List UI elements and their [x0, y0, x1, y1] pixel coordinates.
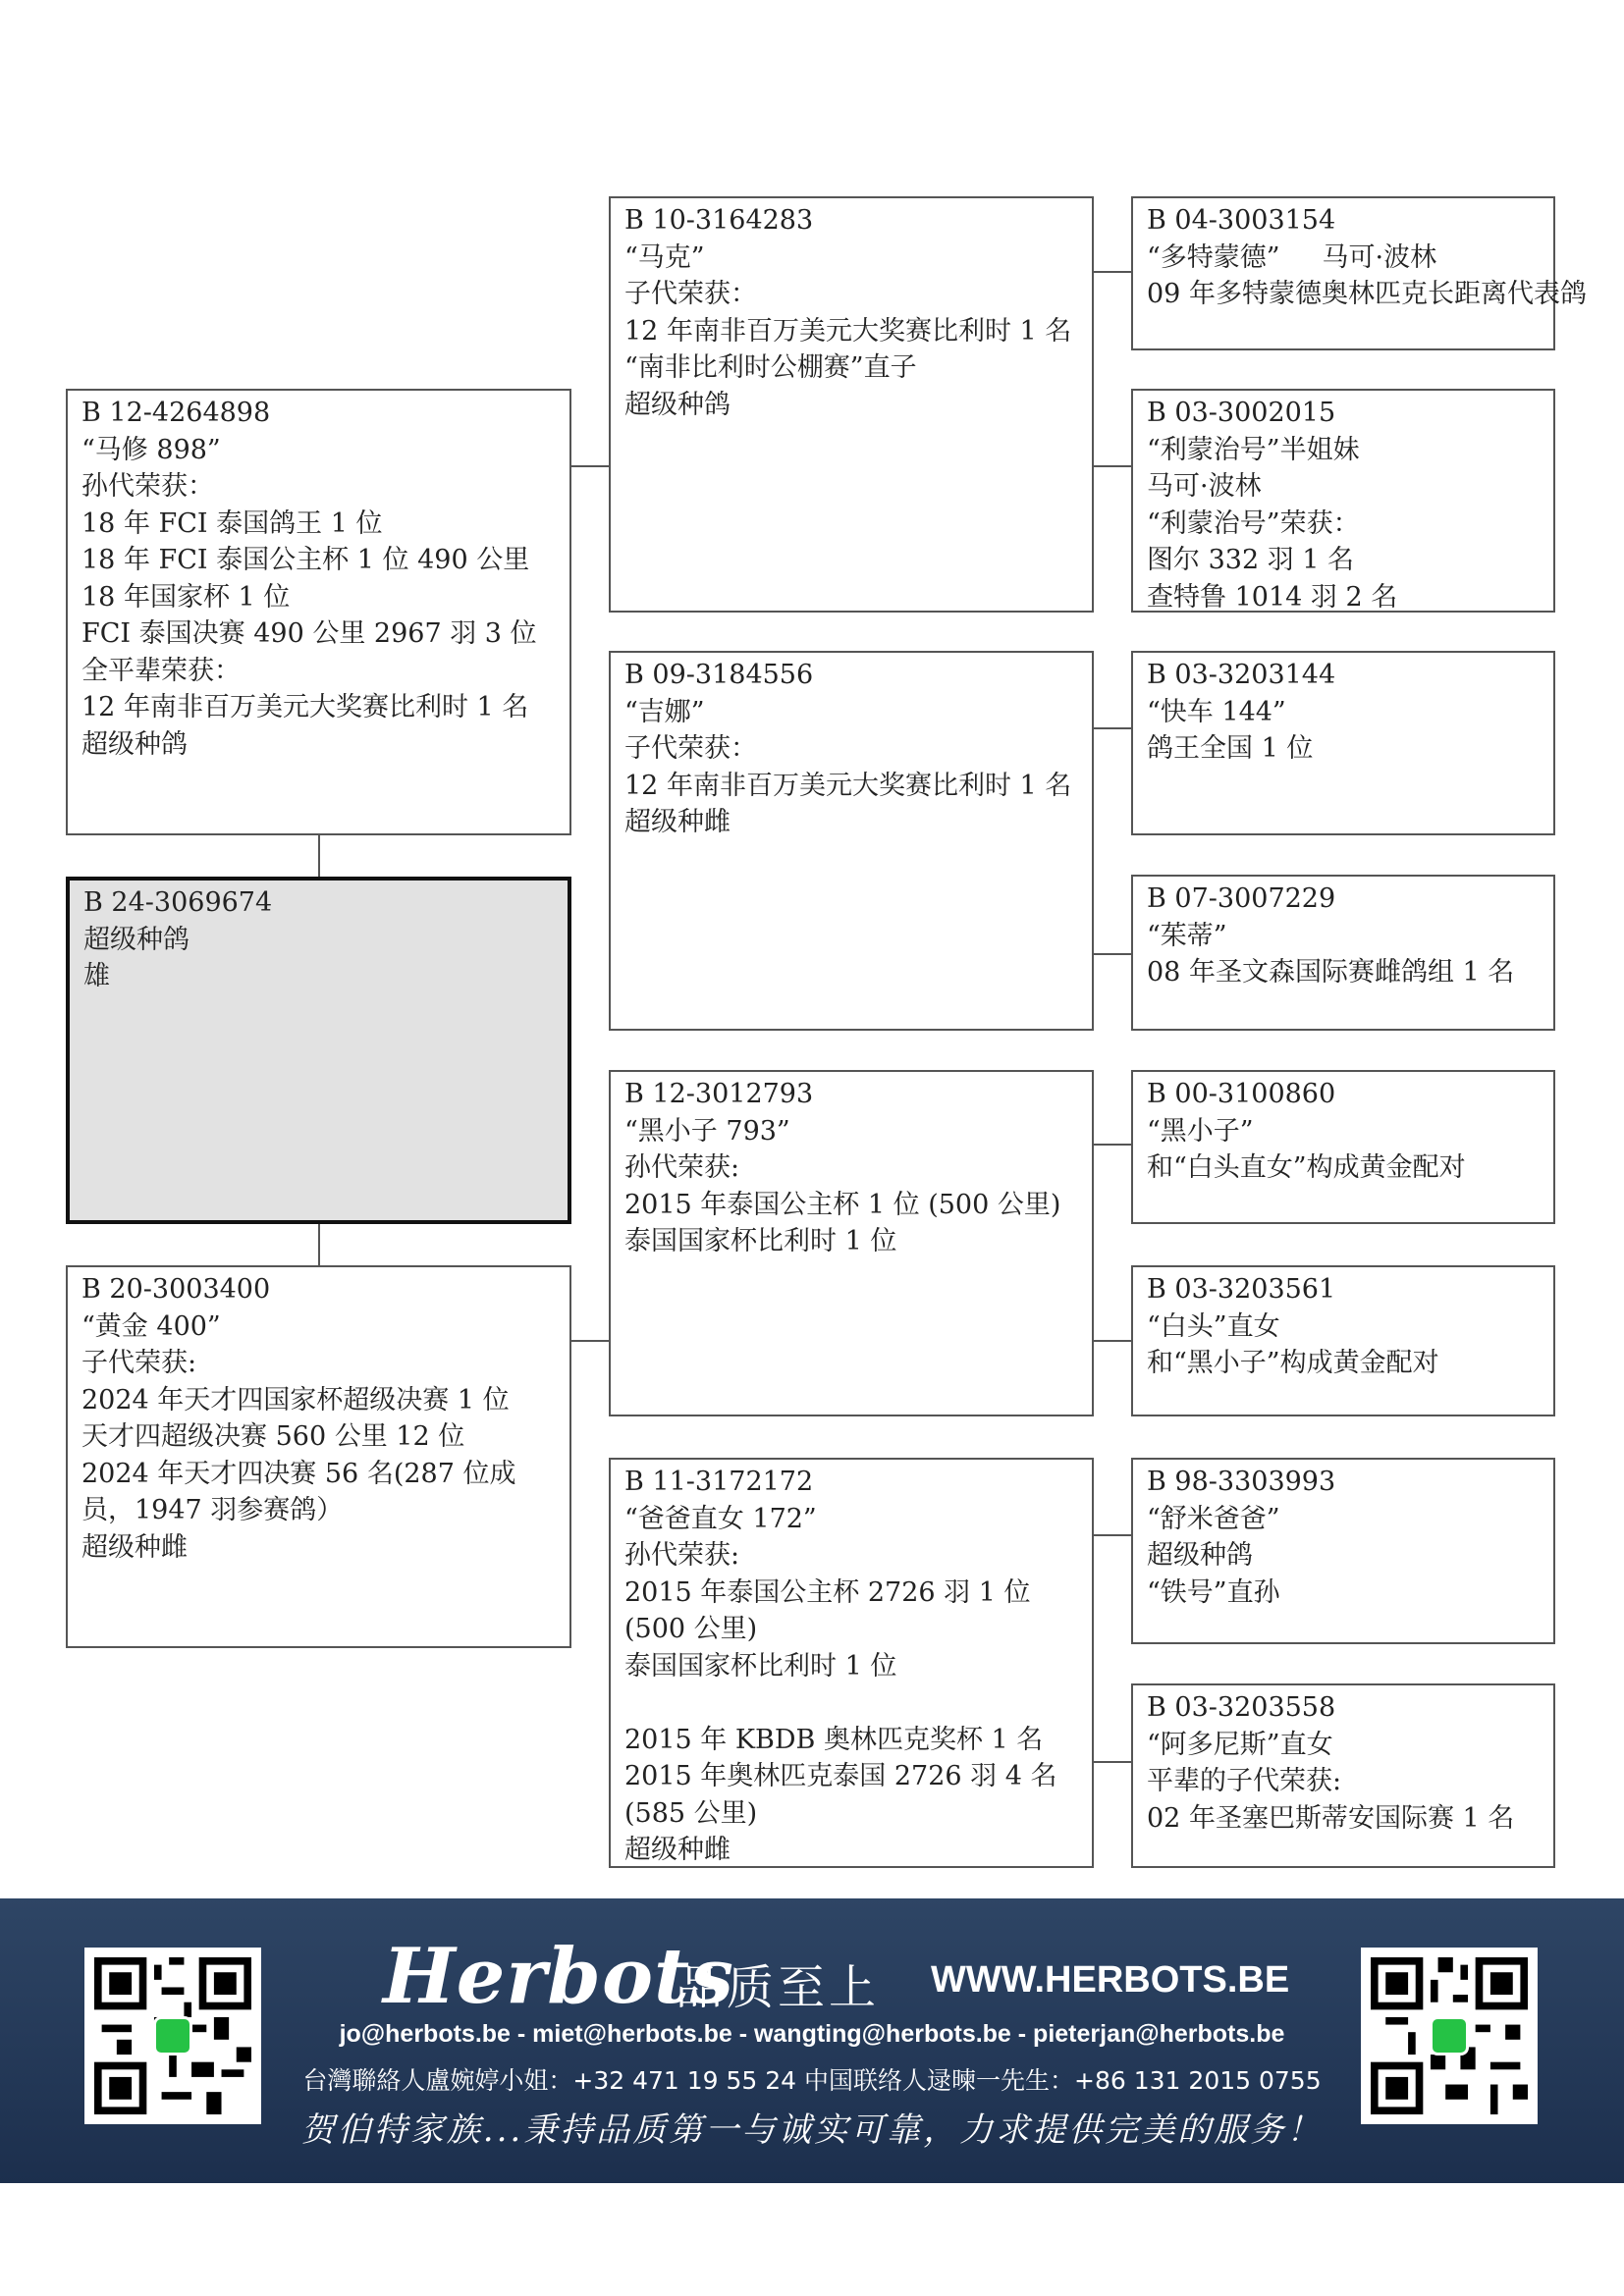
- pedigree-line: 12 年南非百万美元大奖赛比利时 1 名: [624, 770, 1072, 801]
- pedigree-line: “爸爸直女 172”: [624, 1503, 817, 1534]
- pedigree-line: 和“白头直女”构成黄金配对: [1147, 1152, 1466, 1183]
- pedigree-line: 18 年国家杯 1 位: [81, 581, 291, 613]
- pedigree-line: B 24-3069674: [83, 887, 273, 918]
- pedigree-line: 02 年圣塞巴斯蒂安国际赛 1 名: [1147, 1802, 1515, 1834]
- dam-sire-box: [609, 1070, 1094, 1416]
- pedigree-line: “铁号”直孙: [1147, 1576, 1280, 1608]
- pedigree-line: B 03-3203561: [1147, 1274, 1336, 1305]
- pedigree-line: 子代荣获：: [624, 733, 757, 764]
- pedigree-line: 查特鲁 1014 羽 2 名: [1147, 581, 1398, 613]
- pedigree-line: B 20-3003400: [81, 1274, 271, 1305]
- pedigree-line: “利蒙治号”半姐妹: [1147, 434, 1360, 465]
- brand-logo: Herbots: [383, 1932, 734, 2021]
- connector-line: [1092, 1761, 1131, 1763]
- pedigree-line: 超级种鸽: [83, 924, 189, 955]
- pedigree-line: B 03-3002015: [1147, 398, 1336, 428]
- pedigree-line: 天才四超级决赛 560 公里 12 位: [81, 1421, 465, 1452]
- sire-sire-dam-box: [1131, 389, 1555, 613]
- pedigree-line: 泰国国家杯比利时 1 位: [624, 1650, 897, 1682]
- sire-dam-sire-box: [1131, 651, 1555, 835]
- pedigree-line: 和“黑小子”构成黄金配对: [1147, 1348, 1439, 1378]
- footer-banner: [0, 1898, 1624, 2183]
- subject-bird-box: [66, 877, 571, 1224]
- pedigree-line: 孙代荣获:: [624, 1540, 740, 1571]
- pedigree-line: 2015 年泰国公主杯 1 位 (500 公里): [624, 1189, 1061, 1220]
- dam-dam-dam-box: [1131, 1683, 1555, 1868]
- slogan: 品质至上: [676, 1960, 881, 2015]
- pedigree-line: 孙代荣获：: [81, 471, 214, 502]
- pedigree-line: “快车 144”: [1147, 696, 1286, 727]
- pedigree-line: 平辈的子代荣获:: [1147, 1766, 1342, 1796]
- pedigree-line: 超级种鸽: [81, 728, 188, 760]
- dam-box: [66, 1265, 571, 1648]
- pedigree-line: 鸽王全国 1 位: [1147, 733, 1314, 764]
- pedigree-line: “南非比利时公棚赛”直子: [624, 352, 917, 383]
- pedigree-line: B 10-3164283: [624, 205, 814, 236]
- connector-line: [569, 1340, 609, 1342]
- sire-dam-box: [609, 651, 1094, 1031]
- qr-code-wechat[interactable]: [1361, 1948, 1538, 2124]
- pedigree-line: 全平辈荣获：: [81, 655, 241, 686]
- dam-sire-dam-box: [1131, 1265, 1555, 1416]
- pedigree-line: B 11-3172172: [624, 1467, 814, 1497]
- pedigree-line: “利蒙治号”荣获：: [1147, 507, 1360, 539]
- pedigree-line: 08 年圣文森国际赛雌鸽组 1 名: [1147, 957, 1515, 988]
- pedigree-line: B 98-3303993: [1147, 1467, 1336, 1497]
- pedigree-line: 12 年南非百万美元大奖赛比利时 1 名: [624, 315, 1072, 347]
- connector-line: [1092, 1534, 1131, 1536]
- email-list[interactable]: jo@herbots.be - miet@herbots.be - wangting@herbots.be - pieterjan@herbots.be: [339, 2020, 1285, 2048]
- pedigree-line: B 12-4264898: [81, 398, 271, 428]
- pedigree-line: 2024 年天才四国家杯超级决赛 1 位: [81, 1384, 510, 1415]
- pedigree-line: 18 年 FCI 泰国鸽王 1 位: [81, 507, 383, 539]
- motto: 贺伯特家族...秉持品质第一与诚实可靠，力求提供完美的服务！: [300, 2110, 1324, 2150]
- pedigree-line: 图尔 332 羽 1 名: [1147, 545, 1355, 575]
- pedigree-line: 超级种雌: [624, 807, 731, 837]
- pedigree-line: B 00-3100860: [1147, 1079, 1336, 1109]
- connector-line: [1092, 1340, 1131, 1342]
- pedigree-line: “马修 898”: [81, 434, 221, 465]
- pedigree-line: B 04-3003154: [1147, 205, 1336, 236]
- dam-dam-sire-box: [1131, 1458, 1555, 1644]
- connector-line: [569, 465, 609, 467]
- pedigree-line: “黑小子 793”: [624, 1115, 790, 1147]
- connector-line: [1092, 953, 1131, 955]
- pedigree-line: B 03-3203558: [1147, 1692, 1336, 1723]
- pedigree-line: 18 年 FCI 泰国公主杯 1 位 490 公里: [81, 545, 530, 575]
- pedigree-line: B 12-3012793: [624, 1079, 814, 1109]
- pedigree-line: 雄: [83, 961, 110, 991]
- sire-sire-box: [609, 196, 1094, 613]
- pedigree-line: 2015 年泰国公主杯 2726 羽 1 位 (500 公里): [624, 1576, 1031, 1644]
- sire-box: [66, 389, 571, 835]
- website-link[interactable]: WWW.HERBOTS.BE: [931, 1959, 1290, 2001]
- connector-line: [1092, 1144, 1131, 1146]
- pedigree-line: 马可·波林: [1147, 471, 1262, 502]
- connector-line: [1092, 271, 1131, 273]
- pedigree-line: 超级种鸽: [1147, 1540, 1253, 1571]
- pedigree-line: “多特蒙德” 马可·波林: [1147, 241, 1437, 273]
- dam-dam-box: [609, 1458, 1094, 1868]
- pedigree-line: 超级种鸽: [624, 389, 731, 420]
- connector-line: [1092, 465, 1131, 467]
- connector-line: [318, 1224, 320, 1265]
- pedigree-line: FCI 泰国决赛 490 公里 2967 羽 3 位: [81, 618, 537, 649]
- pedigree-line: “黑小子”: [1147, 1115, 1254, 1147]
- pedigree-line: “茱蒂”: [1147, 920, 1227, 951]
- pedigree-line: 子代荣获：: [624, 279, 757, 309]
- pedigree-line: 孙代荣获:: [624, 1152, 740, 1183]
- pedigree-line: “马克”: [624, 241, 705, 273]
- pedigree-line: 超级种雌: [624, 1835, 731, 1865]
- pedigree-line: B 03-3203144: [1147, 660, 1336, 690]
- sire-dam-dam-box: [1131, 875, 1555, 1031]
- pedigree-line: 泰国国家杯比利时 1 位: [624, 1226, 897, 1256]
- pedigree-line: B 07-3007229: [1147, 883, 1336, 914]
- pedigree-line: 子代荣获:: [81, 1348, 197, 1378]
- dam-sire-sire-box: [1131, 1070, 1555, 1224]
- pedigree-line: “黄金 400”: [81, 1310, 221, 1342]
- contact-numbers: 台灣聯絡人盧婉婷小姐：+32 471 19 55 24 中国联络人逯暕一先生：+86 131 2015 0755: [302, 2066, 1322, 2095]
- pedigree-line: “舒米爸爸”: [1147, 1503, 1280, 1534]
- pedigree-line: “吉娜”: [624, 696, 705, 727]
- sire-sire-sire-box: [1131, 196, 1587, 350]
- pedigree-line: 2015 年奥林匹克泰国 2726 羽 4 名 (585 公里): [624, 1761, 1057, 1829]
- pedigree-line: [624, 1684, 1078, 1722]
- connector-line: [318, 835, 320, 877]
- pedigree-line: 2015 年 KBDB 奥林匹克奖杯 1 名: [624, 1724, 1044, 1755]
- pedigree-line: B 09-3184556: [624, 660, 814, 690]
- pedigree-line: “白头”直女: [1147, 1310, 1280, 1342]
- pedigree-line: 超级种雌: [81, 1531, 188, 1563]
- wechat-icon: [1430, 2016, 1469, 2056]
- pedigree-line: 09 年多特蒙德奥林匹克长距离代表鸽: [1147, 279, 1587, 309]
- pedigree-line: “阿多尼斯”直女: [1147, 1729, 1333, 1760]
- pedigree-line: 12 年南非百万美元大奖赛比利时 1 名: [81, 692, 529, 722]
- connector-line: [1092, 727, 1131, 729]
- pedigree-line: 2024 年天才四决赛 56 名(287 位成员，1947 羽参赛鸽）: [81, 1458, 516, 1525]
